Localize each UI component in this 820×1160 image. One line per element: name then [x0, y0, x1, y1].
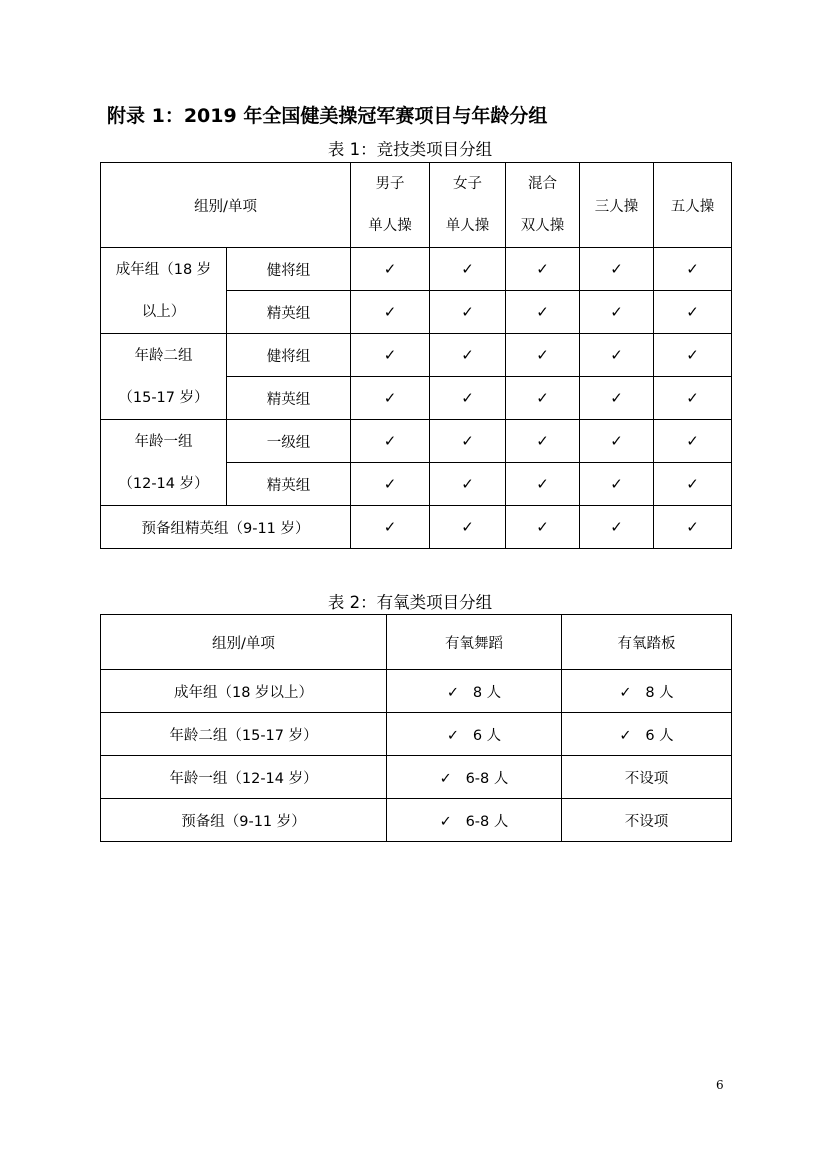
- table-row: [101, 756, 732, 799]
- table-cell: ✓ 6 人: [387, 713, 562, 756]
- group-label: 年龄二组 （15-17 岁）: [101, 334, 227, 420]
- table-cell: 不设项: [562, 799, 732, 842]
- check-mark: ✓: [506, 377, 580, 420]
- table-cell: ✓ 8 人: [387, 670, 562, 713]
- check-mark: ✓: [351, 291, 430, 334]
- check-mark: ✓: [654, 420, 732, 463]
- group-label: 成年组（18 岁 以上）: [101, 248, 227, 334]
- check-mark: ✓: [580, 377, 654, 420]
- subgroup-label: 精英组: [227, 291, 351, 334]
- check-mark: ✓: [654, 377, 732, 420]
- group-label: 预备组精英组（9-11 岁）: [101, 506, 351, 549]
- table-cell: ✓ 6-8 人: [387, 756, 562, 799]
- table-row: [101, 713, 732, 756]
- check-mark: ✓: [351, 506, 430, 549]
- check-mark: ✓: [430, 334, 506, 377]
- check-mark: ✓: [580, 334, 654, 377]
- check-mark: ✓: [580, 248, 654, 291]
- corner-header: 组别/单项: [101, 163, 351, 248]
- table-row: [101, 799, 732, 842]
- table-row: [101, 420, 732, 463]
- group-label: 成年组（18 岁以上）: [101, 670, 387, 713]
- check-mark: ✓: [654, 334, 732, 377]
- subgroup-label: 一级组: [227, 420, 351, 463]
- check-mark: ✓: [580, 506, 654, 549]
- header-cell: 有氧舞蹈: [387, 615, 562, 670]
- check-mark: ✓: [580, 291, 654, 334]
- header-cell: 男子 单人操: [351, 163, 430, 248]
- check-mark: ✓: [430, 248, 506, 291]
- table2-caption: 表 2：有氧类项目分组: [327, 593, 493, 612]
- group-label: 年龄一组（12-14 岁）: [101, 756, 387, 799]
- competitive-events-table: [100, 162, 732, 549]
- table-row: [101, 670, 732, 713]
- check-mark: ✓: [506, 463, 580, 506]
- header-cell: 组别/单项: [101, 615, 387, 670]
- table-header-row: [101, 615, 732, 670]
- group-label: 预备组（9-11 岁）: [101, 799, 387, 842]
- subgroup-label: 精英组: [227, 463, 351, 506]
- subgroup-label: 精英组: [227, 377, 351, 420]
- header-cell: 三人操: [580, 163, 654, 248]
- check-mark: ✓: [654, 463, 732, 506]
- check-mark: ✓: [430, 420, 506, 463]
- check-mark: ✓: [430, 463, 506, 506]
- check-mark: ✓: [430, 377, 506, 420]
- check-mark: ✓: [654, 291, 732, 334]
- header-cell: 五人操: [654, 163, 732, 248]
- check-mark: ✓: [506, 291, 580, 334]
- check-mark: ✓: [506, 248, 580, 291]
- check-mark: ✓: [351, 377, 430, 420]
- check-mark: ✓: [506, 420, 580, 463]
- check-mark: ✓: [506, 334, 580, 377]
- subgroup-label: 健将组: [227, 334, 351, 377]
- group-label: 年龄二组（15-17 岁）: [101, 713, 387, 756]
- check-mark: ✓: [430, 291, 506, 334]
- table-cell: ✓ 6-8 人: [387, 799, 562, 842]
- check-mark: ✓: [506, 506, 580, 549]
- table-cell: ✓ 8 人: [562, 670, 732, 713]
- check-mark: ✓: [430, 506, 506, 549]
- table-row: [101, 334, 732, 377]
- table-row: [101, 506, 732, 549]
- aerobic-events-table: [100, 614, 732, 842]
- check-mark: ✓: [580, 463, 654, 506]
- table-cell: ✓ 6 人: [562, 713, 732, 756]
- group-label: 年龄一组 （12-14 岁）: [101, 420, 227, 506]
- subgroup-label: 健将组: [227, 248, 351, 291]
- check-mark: ✓: [351, 248, 430, 291]
- document-title: 附录 1：2019 年全国健美操冠军赛项目与年龄分组: [107, 105, 548, 127]
- table-cell: 不设项: [562, 756, 732, 799]
- header-cell: 混合 双人操: [506, 163, 580, 248]
- page-number: 6: [716, 1078, 724, 1092]
- check-mark: ✓: [351, 463, 430, 506]
- table1-caption: 表 1：竞技类项目分组: [327, 140, 493, 159]
- header-cell: 女子 单人操: [430, 163, 506, 248]
- header-cell: 有氧踏板: [562, 615, 732, 670]
- table-header-row: [101, 163, 732, 248]
- check-mark: ✓: [654, 506, 732, 549]
- check-mark: ✓: [351, 420, 430, 463]
- check-mark: ✓: [580, 420, 654, 463]
- check-mark: ✓: [351, 334, 430, 377]
- check-mark: ✓: [654, 248, 732, 291]
- table-row: [101, 248, 732, 291]
